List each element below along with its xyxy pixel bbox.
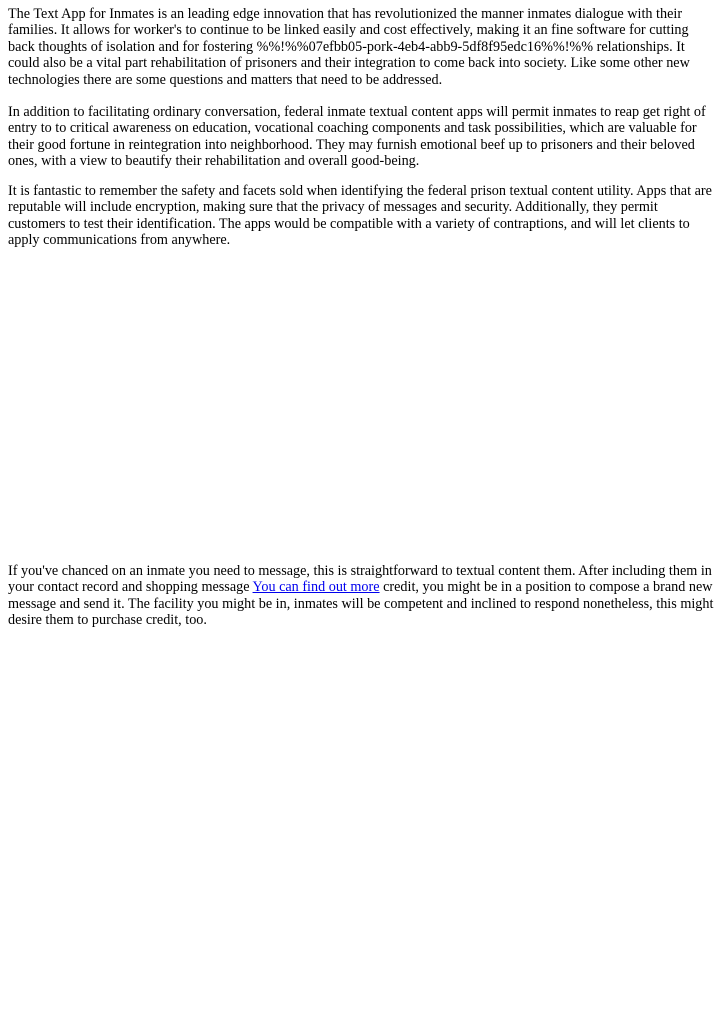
paragraph-messaging-text-start: If you've chanced on an inmate you need to message, this is straightforward to textual content them. After including them in your contact record and shopping message — [8, 563, 712, 596]
find-out-more-link[interactable]: You can find out more — [252, 579, 380, 596]
paragraph-intro: The Text App for Inmates is an leading edge innovation that has revolutionized the manner inmates dialogue with their families. It allows for worker's to continue to be linked easily and cost effectively, making it an fine software for cutting back thoughts of isolation and for fostering %%!%%07efbb05-pork-4eb4-abb9-5df8f95edc16%%!%% relationships. It could also be a vital part rehabilitation of prisoners and their integration to come back into society. Like some other new technologies there are some questions and matters that need to be addressed. — [8, 6, 690, 88]
paragraph-messaging — [8, 563, 714, 629]
paragraph-education: In addition to facilitating ordinary conversation, federal inmate textual content apps will permit inmates to reap get right of entry to to critical awareness on education, vocational coaching components and task possibilities, which are valuable for their good fortune in reintegration into neighborhood. They may furnish emotional beef up to prisoners and their beloved ones, with a view to beautify their rehabilitation and overall good-being. — [8, 104, 706, 170]
paragraph-messaging-text-end: credit, you might be in a position to compose a brand new message and send it. The facility you might be in, inmates will be competent and inclined to respond nonetheless, this might desire them to purchase credit, too. — [8, 579, 714, 629]
blank-space — [8, 262, 714, 552]
paragraph-security: It is fantastic to remember the safety and facets sold when identifying the federal prison textual content utility. Apps that are reputable will include encryption, making sure that the privacy of messages and security. Additionally, they permit customers to test their identification. The apps would be compatible with a variety of contraptions, and will let clients to apply communications from anywhere. — [8, 183, 712, 249]
